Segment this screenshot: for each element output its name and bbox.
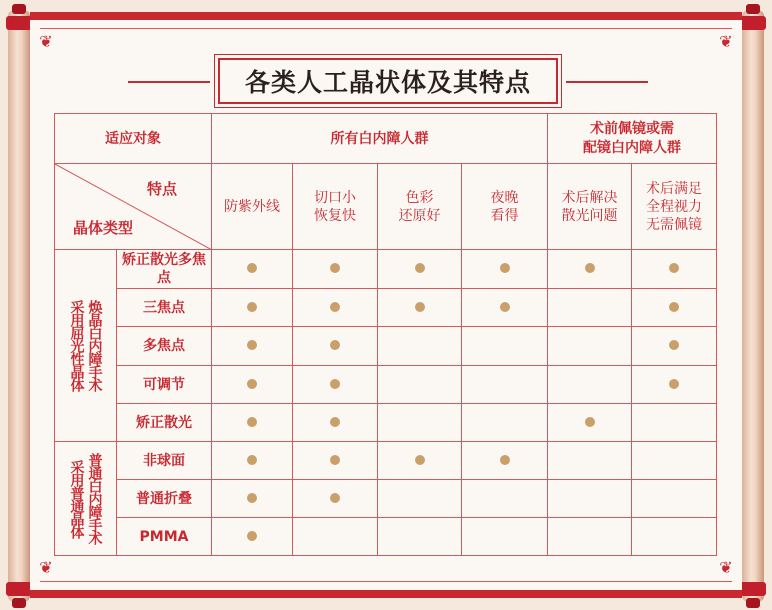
group-lens-label: 采用普通晶体 (68, 459, 85, 538)
feature-cell (293, 250, 378, 289)
feature-cell (462, 518, 548, 556)
table-row (55, 480, 717, 518)
group-lens-label: 采用屈光性晶体 (68, 300, 85, 391)
feature-cell (378, 327, 462, 366)
feature-dot-icon (247, 531, 257, 541)
feature-cell (212, 250, 293, 289)
feature-header-line: 恢复快 (314, 207, 356, 224)
feature-dot-icon (247, 302, 257, 312)
table-row (55, 327, 717, 366)
feature-header-line: 看得 (490, 207, 519, 224)
lens-type-name: 三焦点 (117, 289, 212, 327)
feature-cell (632, 442, 717, 480)
feature-cell (462, 289, 548, 327)
feature-cell (212, 366, 293, 404)
feature-cell (548, 366, 632, 404)
feature-cell (212, 404, 293, 442)
feature-header-4 (462, 164, 548, 250)
feature-cell (632, 250, 717, 289)
table-row (55, 442, 717, 480)
feature-header-line: 夜晚 (490, 189, 519, 206)
table-row (55, 366, 717, 404)
feature-cell (548, 289, 632, 327)
table-row (55, 250, 717, 289)
feature-cell (632, 366, 717, 404)
title-area (0, 58, 772, 106)
feature-dot-icon (247, 417, 257, 427)
feature-cell (293, 404, 378, 442)
feature-cell (378, 442, 462, 480)
lens-type-name: 可调节 (117, 366, 212, 404)
diag-type-label: 晶体类型 (73, 219, 134, 237)
feature-header-line: 防紫外线 (224, 198, 280, 215)
title-rule-right (566, 81, 648, 83)
corner-ornament-icon: ❦ (39, 558, 53, 577)
feature-cell (378, 404, 462, 442)
group-astig-header-line: 术前佩镜或需 (590, 120, 674, 137)
feature-header-line: 色彩 (405, 189, 434, 206)
table-row (55, 289, 717, 327)
rod-knob (12, 598, 26, 608)
feature-header-line: 术后满足 (646, 180, 702, 197)
feature-cell (378, 518, 462, 556)
feature-dot-icon (247, 493, 257, 503)
feature-dot-icon (669, 379, 679, 389)
feature-dot-icon (330, 263, 340, 273)
feature-dot-icon (415, 455, 425, 465)
feature-header-line: 切口小 (314, 189, 356, 206)
feature-cell (462, 480, 548, 518)
rod-cap (740, 582, 766, 596)
feature-cell (462, 250, 548, 289)
feature-cell (632, 518, 717, 556)
group-astig-header-line: 配镜白内障人群 (583, 139, 681, 156)
feature-cell (462, 442, 548, 480)
feature-cell (293, 327, 378, 366)
feature-cell (462, 404, 548, 442)
rod-knob (746, 598, 760, 608)
diag-feature-label: 特点 (146, 180, 177, 198)
rod-cap (6, 582, 32, 596)
feature-dot-icon (585, 263, 595, 273)
lens-type-name: 矫正散光 (117, 404, 212, 442)
feature-header-line: 术后解决 (561, 189, 618, 206)
group-surgery-label: 普通白内障手术 (86, 453, 103, 544)
feature-cell (293, 480, 378, 518)
feature-dot-icon (669, 340, 679, 350)
feature-cell (632, 480, 717, 518)
feature-cell (293, 289, 378, 327)
feature-cell (293, 366, 378, 404)
feature-cell (632, 404, 717, 442)
lens-type-name: 普通折叠 (117, 480, 212, 518)
lens-type-name: 非球面 (117, 442, 212, 480)
feature-cell (212, 518, 293, 556)
feature-header-1 (212, 164, 293, 250)
feature-cell (293, 442, 378, 480)
feature-cell (462, 366, 548, 404)
group-all-header: 所有白内障人群 (212, 114, 548, 164)
feature-cell (378, 480, 462, 518)
feature-cell (212, 289, 293, 327)
feature-cell (212, 327, 293, 366)
table-row (55, 404, 717, 442)
feature-header-2 (293, 164, 378, 250)
lens-type-name: 多焦点 (117, 327, 212, 366)
feature-cell (548, 327, 632, 366)
feature-dot-icon (330, 302, 340, 312)
feature-dot-icon (500, 455, 510, 465)
feature-dot-icon (415, 263, 425, 273)
feature-dot-icon (330, 417, 340, 427)
feature-cell (378, 250, 462, 289)
feature-dot-icon (247, 340, 257, 350)
feature-dot-icon (500, 302, 510, 312)
group-surgery-label: 焕晶白内障手术 (86, 300, 103, 391)
feature-dot-icon (585, 417, 595, 427)
feature-cell (632, 289, 717, 327)
feature-cell (378, 366, 462, 404)
feature-cell (548, 404, 632, 442)
feature-dot-icon (247, 263, 257, 273)
feature-cell (632, 327, 717, 366)
feature-dot-icon (247, 455, 257, 465)
diagonal-line (55, 164, 212, 250)
feature-header-line: 散光问题 (561, 207, 618, 224)
feature-header-line: 还原好 (398, 207, 441, 224)
feature-cell (548, 250, 632, 289)
lens-type-name: 矫正散光多焦点 (117, 250, 212, 289)
feature-cell (548, 442, 632, 480)
rod-knob (12, 4, 26, 14)
title-rule-left (128, 81, 210, 83)
feature-cell (293, 518, 378, 556)
feature-dot-icon (330, 379, 340, 389)
feature-header-line: 全程视力 (646, 198, 702, 215)
feature-header-3 (378, 164, 462, 250)
feature-dot-icon (669, 302, 679, 312)
rod-cap (6, 16, 32, 30)
feature-cell (548, 480, 632, 518)
target-label: 适应对象 (55, 114, 212, 164)
feature-dot-icon (247, 379, 257, 389)
corner-ornament-icon: ❦ (39, 32, 53, 51)
feature-header-5 (548, 164, 632, 250)
group-astig-header (548, 114, 717, 164)
group-label-cell (55, 250, 117, 442)
feature-dot-icon (330, 455, 340, 465)
feature-dot-icon (330, 340, 340, 350)
lens-comparison-table (54, 113, 717, 556)
feature-dot-icon (669, 263, 679, 273)
corner-ornament-icon: ❦ (719, 558, 733, 577)
feature-cell (212, 442, 293, 480)
rod-knob (746, 4, 760, 14)
feature-cell (378, 289, 462, 327)
feature-cell (548, 518, 632, 556)
page-title: 各类人工晶状体及其特点 (218, 58, 558, 104)
group-label-cell (55, 442, 117, 556)
feature-cell (462, 327, 548, 366)
feature-cell (212, 480, 293, 518)
rod-cap (740, 16, 766, 30)
lens-type-name: PMMA (117, 518, 212, 556)
corner-ornament-icon: ❦ (719, 32, 733, 51)
table-row (55, 518, 717, 556)
diagonal-header-cell (55, 164, 212, 250)
feature-dot-icon (330, 493, 340, 503)
feature-header-line: 无需佩镜 (646, 216, 702, 233)
feature-dot-icon (415, 302, 425, 312)
feature-dot-icon (500, 263, 510, 273)
feature-header-6 (632, 164, 717, 250)
